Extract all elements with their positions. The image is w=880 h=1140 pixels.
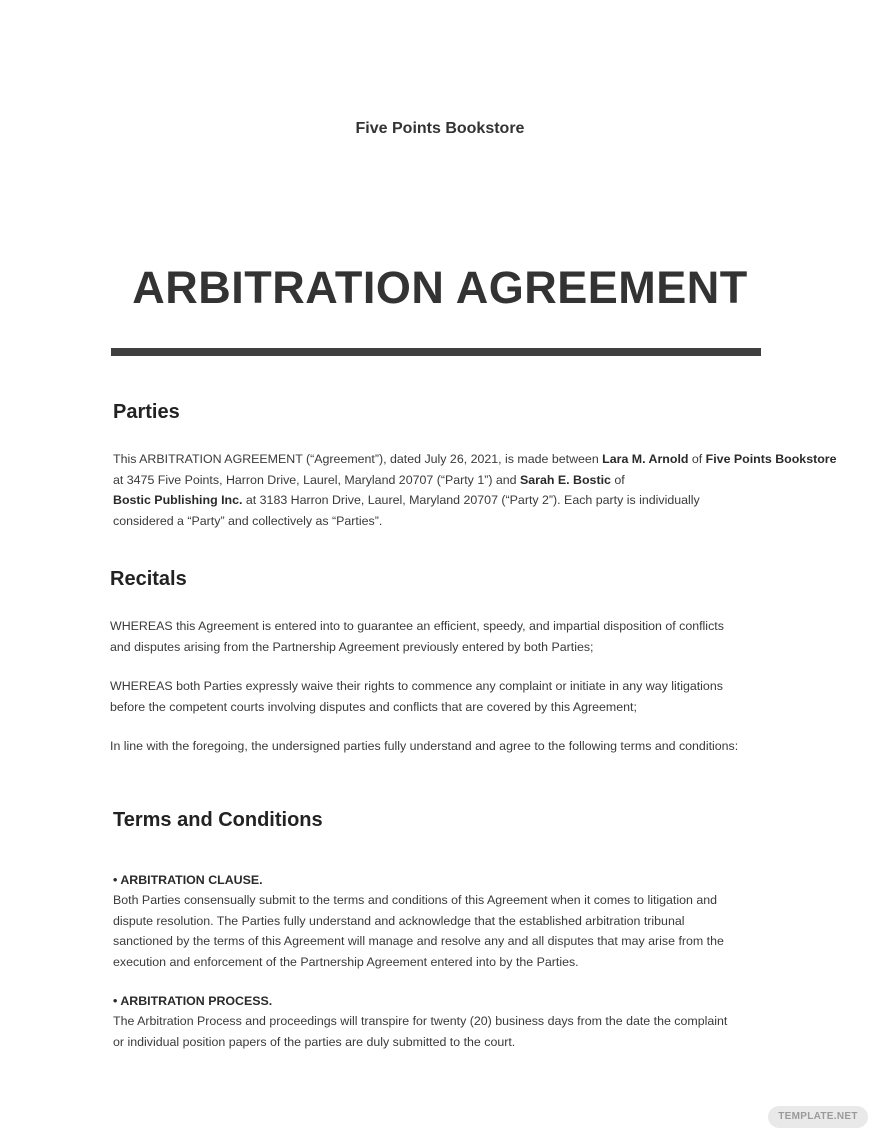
- party1-address: at 3475 Five Points, Harron Drive, Laurel, Maryland 20707 (“Party 1”) and: [113, 472, 521, 487]
- company-name: Five Points Bookstore: [355, 120, 525, 137]
- template-watermark: TEMPLATE.NET: [768, 1106, 868, 1128]
- clause1-line-1: Both Parties consensually submit to the terms and conditions of this Agreement when it comes to litigation and: [113, 893, 718, 907]
- recitals-p3-line-1: In line with the foregoing, the undersigned parties fully understand and agree to the following terms and conditions:: [110, 739, 739, 753]
- arbitration-clause-body: [113, 890, 724, 972]
- recitals-paragraph-2: [110, 676, 723, 717]
- clause2-line-1: The Arbitration Process and proceedings will transpire for twenty (20) business days from the date the complaint: [113, 1014, 728, 1028]
- parties-line-1: [113, 449, 837, 470]
- recitals-p2-line-1: WHEREAS both Parties expressly waive their rights to commence any complaint or initiate in any way litigations: [110, 679, 723, 693]
- arbitration-process-title: • ARBITRATION PROCESS.: [113, 994, 273, 1008]
- clause1-line-4: execution and enforcement of the Partnership Agreement entered into by the Parties.: [113, 954, 579, 969]
- terms-heading: Terms and Conditions: [113, 809, 323, 831]
- party1-company: Five Points Bookstore: [705, 452, 837, 466]
- recitals-p2-line-2: before the competent courts involving disputes and conflicts that are covered by this Agreement;: [110, 699, 637, 714]
- party2-company: Bostic Publishing Inc.: [113, 493, 243, 507]
- clause1-line-3: sanctioned by the terms of this Agreement will manage and resolve any and all disputes that may arise from the: [113, 934, 724, 948]
- recitals-paragraph-3: [110, 736, 738, 757]
- parties-of-2: of: [610, 472, 625, 487]
- recitals-p1-line-1: WHEREAS this Agreement is entered into to guarantee an efficient, speedy, and impartial disposition of conflicts: [110, 619, 724, 633]
- recitals-p1-line-2: and disputes arising from the Partnership Agreement previously entered by both Parties;: [110, 639, 594, 654]
- arbitration-clause-title: • ARBITRATION CLAUSE.: [113, 873, 263, 887]
- clause2-line-2: or individual position papers of the parties are duly submitted to the court.: [113, 1034, 516, 1049]
- title-divider: [111, 348, 761, 356]
- recitals-heading: Recitals: [110, 568, 187, 590]
- party2-address: at 3183 Harron Drive, Laurel, Maryland 20707 (“Party 2”). Each party is individually: [242, 493, 700, 507]
- parties-line-3: [113, 490, 837, 511]
- clause1-line-2: dispute resolution. The Parties fully understand and acknowledge that the established arbitration tribunal: [113, 913, 685, 928]
- parties-closing: considered a “Party” and collectively as “Parties”.: [113, 513, 383, 528]
- parties-paragraph: [113, 449, 837, 531]
- arbitration-process-body: [113, 1011, 727, 1052]
- parties-of-1: of: [688, 452, 706, 466]
- parties-line-2: [113, 470, 837, 491]
- party1-name: Lara M. Arnold: [602, 452, 689, 466]
- parties-heading: Parties: [113, 401, 180, 423]
- recitals-paragraph-1: [110, 616, 724, 657]
- document-title: ARBITRATION AGREEMENT: [132, 262, 748, 313]
- party2-name: Sarah E. Bostic: [520, 472, 611, 487]
- parties-intro: This ARBITRATION AGREEMENT (“Agreement”), dated July 26, 2021, is made between: [113, 452, 603, 466]
